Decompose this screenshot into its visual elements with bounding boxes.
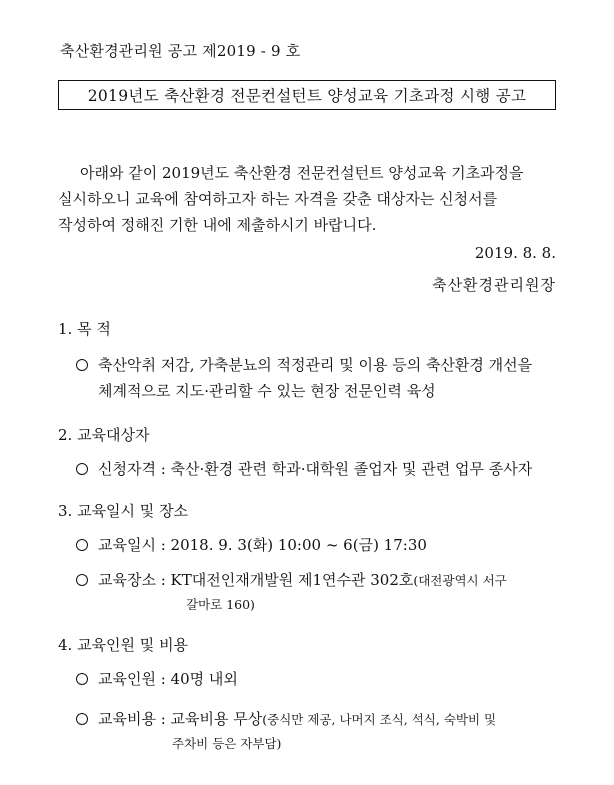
item-note: (대전광역시 서구: [413, 573, 507, 588]
item-text: 신청자격 : 축산·환경 관련 학과·대학원 졸업자 및 관련 업무 종사자: [98, 460, 533, 478]
circle-bullet-icon: [76, 574, 88, 586]
section-heading-purpose: 1. 목 적: [58, 320, 111, 338]
notice-date: 2019. 8. 8.: [474, 244, 556, 262]
intro-line: 작성하여 정해진 기한 내에 제출하시기 바랍니다.: [58, 216, 377, 234]
list-item: [76, 352, 532, 378]
notice-title-box: [58, 80, 556, 110]
section-heading-target: 2. 교육대상자: [58, 426, 150, 444]
section-heading-capacity: 4. 교육인원 및 비용: [58, 636, 189, 654]
circle-bullet-icon: [76, 359, 88, 371]
list-item: [76, 532, 427, 558]
section-heading-schedule: 3. 교육일시 및 장소: [58, 502, 189, 520]
issuer: 축산환경관리원장: [432, 276, 556, 294]
intro-line: 아래와 같이 2019년도 축산환경 전문컨설턴트 양성교육 기초과정을: [80, 164, 524, 182]
list-item: [76, 666, 238, 692]
item-text: 축산악취 저감, 가축분뇨의 적정관리 및 이용 등의 축산환경 개선을: [98, 356, 533, 374]
circle-bullet-icon: [76, 539, 88, 551]
list-item: [76, 456, 532, 482]
intro-line: 실시하오니 교육에 참여하고자 하는 자격을 갖춘 대상자는 신청서를: [58, 190, 498, 208]
item-text: 교육장소 : KT대전인재개발원 제1연수관 302호: [98, 571, 414, 589]
item-continuation: 체계적으로 지도·관리할 수 있는 현장 전문인력 육성: [98, 382, 436, 400]
notice-number: 축산환경관리원 공고 제2019 - 9 호: [60, 42, 301, 60]
item-text: 교육인원 : 40명 내외: [98, 670, 238, 688]
circle-bullet-icon: [76, 463, 88, 475]
notice-title: 2019년도 축산환경 전문컨설턴트 양성교육 기초과정 시행 공고: [87, 87, 527, 105]
item-text: 교육일시 : 2018. 9. 3(화) 10:00 ~ 6(금) 17:30: [98, 536, 427, 554]
circle-bullet-icon: [76, 673, 88, 685]
item-text: 교육비용 : 교육비용 무상: [98, 710, 263, 728]
intro-paragraph: [58, 160, 558, 238]
circle-bullet-icon: [76, 713, 88, 725]
item-continuation: 주차비 등은 자부담): [172, 736, 282, 751]
list-item: [76, 706, 496, 733]
list-item: [76, 567, 507, 594]
item-continuation: 갈마로 160): [186, 597, 255, 612]
item-note: (중식만 제공, 나머지 조식, 석식, 숙박비 및: [262, 712, 497, 727]
